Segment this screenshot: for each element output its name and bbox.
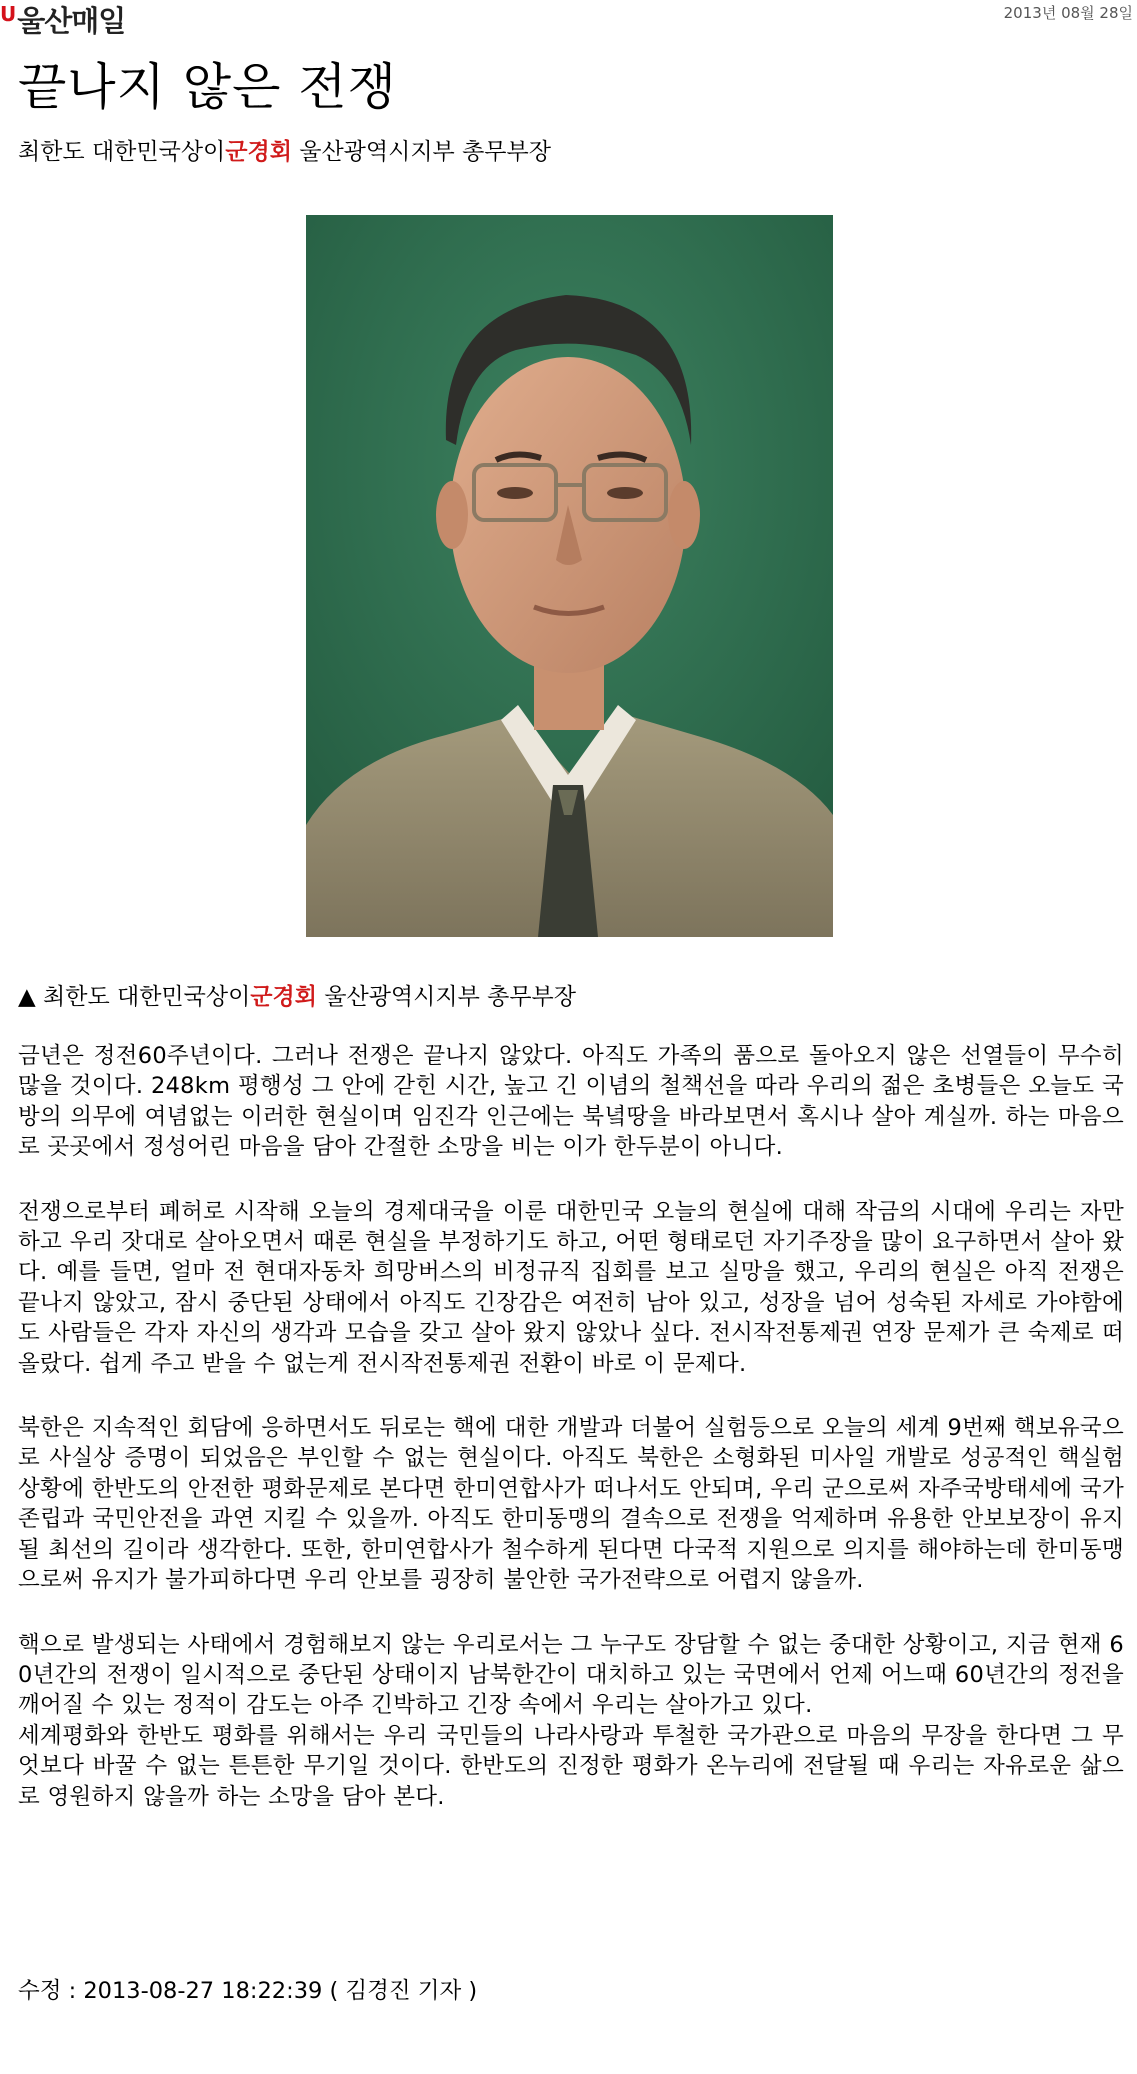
article-title: 끝나지 않은 전쟁 bbox=[18, 58, 397, 116]
byline-highlight: 군경회 bbox=[225, 139, 292, 165]
author-byline bbox=[18, 135, 551, 169]
article-body bbox=[18, 1041, 1124, 1846]
site-logo[interactable] bbox=[0, 2, 125, 38]
article-paragraph: 북한은 지속적인 회담에 응하면서도 뒤로는 핵에 대한 개발과 더불어 실험등으로 오늘의 세계 9번째 핵보유국으로 사실상 증명이 되었음은 부인할 수 없는 현실이다. 아직도 북한은 소형화된 미사일 개발로 성공적인 핵실험 상황에 한반도의 안전한 평화문제로 본다면 한미연합사가 떠나서도 안되며, 우리 군으로써 자주국방태세에 국가존립과 국민안전을 과연 지킬 수 있을까. 아직도 한미동맹의 결속으로 전쟁을 억제하며 유용한 안보보장이 유지될 최선의 길이라 생각한다. 또한, 한미연합사가 철수하게 된다면 다국적 지원으로 의지를 해야하는데 한미동맹으로써 유지가 불가피하다면 우리 안보를 굉장히 불안한 국가전략으로 어렵지 않을까. bbox=[18, 1415, 1124, 1594]
caption-marker: ▲ bbox=[18, 984, 36, 1010]
byline-suffix: 울산광역시지부 총무부장 bbox=[291, 139, 551, 165]
photo-caption bbox=[18, 980, 576, 1014]
publish-date: 2013년 08월 28일 bbox=[1003, 4, 1133, 22]
logo-mark: U bbox=[0, 2, 17, 26]
portrait-illustration bbox=[306, 215, 833, 937]
article-paragraph: 세계평화와 한반도 평화를 위해서는 우리 국민들의 나라사랑과 투철한 국가관으로 마음의 무장을 한다면 그 무엇보다 바꿀 수 없는 튼튼한 무기일 것이다. 한반도의 진정한 평화가 온누리에 전달될 때 우리는 자유로운 삶으로 영원하지 않을까 하는 소망을 담아 본다. bbox=[18, 1722, 1124, 1810]
modified-timestamp: 수정 : 2013-08-27 18:22:39 ( 김경진 기자 ) bbox=[18, 1978, 478, 2004]
caption-highlight: 군경회 bbox=[250, 984, 317, 1010]
article-paragraph: 금년은 정전60주년이다. 그러나 전쟁은 끝나지 않았다. 아직도 가족의 품으로 돌아오지 않은 선열들이 무수히 많을 것이다. 248km 평행성 그 안에 갇힌 시간, 높고 긴 이념의 철책선을 따라 우리의 젊은 초병들은 오늘도 국방의 의무에 여념없는 이러한 현실이며 임진각 인근에는 북녘땅을 바라보면서 혹시나 살아 계실까. 하는 마음으로 곳곳에서 정성어린 마음을 담아 간절한 소망을 비는 이가 한두분이 아니다. bbox=[18, 1043, 1124, 1161]
caption-suffix: 울산광역시지부 총무부장 bbox=[316, 984, 576, 1010]
byline-prefix: 최한도 대한민국상이 bbox=[18, 139, 226, 165]
author-photo bbox=[306, 215, 833, 937]
article-paragraph: 전쟁으로부터 폐허로 시작해 오늘의 경제대국을 이룬 대한민국 오늘의 현실에 대해 작금의 시대에 우리는 자만하고 우리 잣대로 살아오면서 때론 현실을 부정하기도 하고, 어떤 형태로던 자기주장을 많이 요구하면서 살아 왔다. 예를 들면, 얼마 전 현대자동차 희망버스의 비정규직 집회를 보고 실망을 했고, 우리의 현실은 아직 전쟁은 끝나지 않았고, 잠시 중단된 상태에서 아직도 긴장감은 여전히 남아 있고, 성장을 넘어 성숙된 자세로 가야함에도 사람들은 각자 자신의 생각과 모습을 갖고 살아 왔지 않았나 싶다. 전시작전통제권 연장 문제가 큰 숙제로 떠올랐다. 쉽게 주고 받을 수 없는게 전시작전통제권 전환이 바로 이 문제다. bbox=[18, 1198, 1124, 1377]
caption-prefix: 최한도 대한민국상이 bbox=[35, 984, 251, 1010]
logo-text: 울산매일 bbox=[17, 4, 126, 38]
article-paragraph: 핵으로 발생되는 사태에서 경험해보지 않는 우리로서는 그 누구도 장담할 수 없는 중대한 상황이고, 지금 현재 60년간의 전쟁이 일시적으로 중단된 상태이지 남북한간이 대치하고 있는 국면에서 언제 어느때 60년간의 정전을 깨어질 수 있는 정적이 감도는 아주 긴박하고 긴장 속에서 우리는 살아가고 있다. bbox=[18, 1631, 1124, 1719]
